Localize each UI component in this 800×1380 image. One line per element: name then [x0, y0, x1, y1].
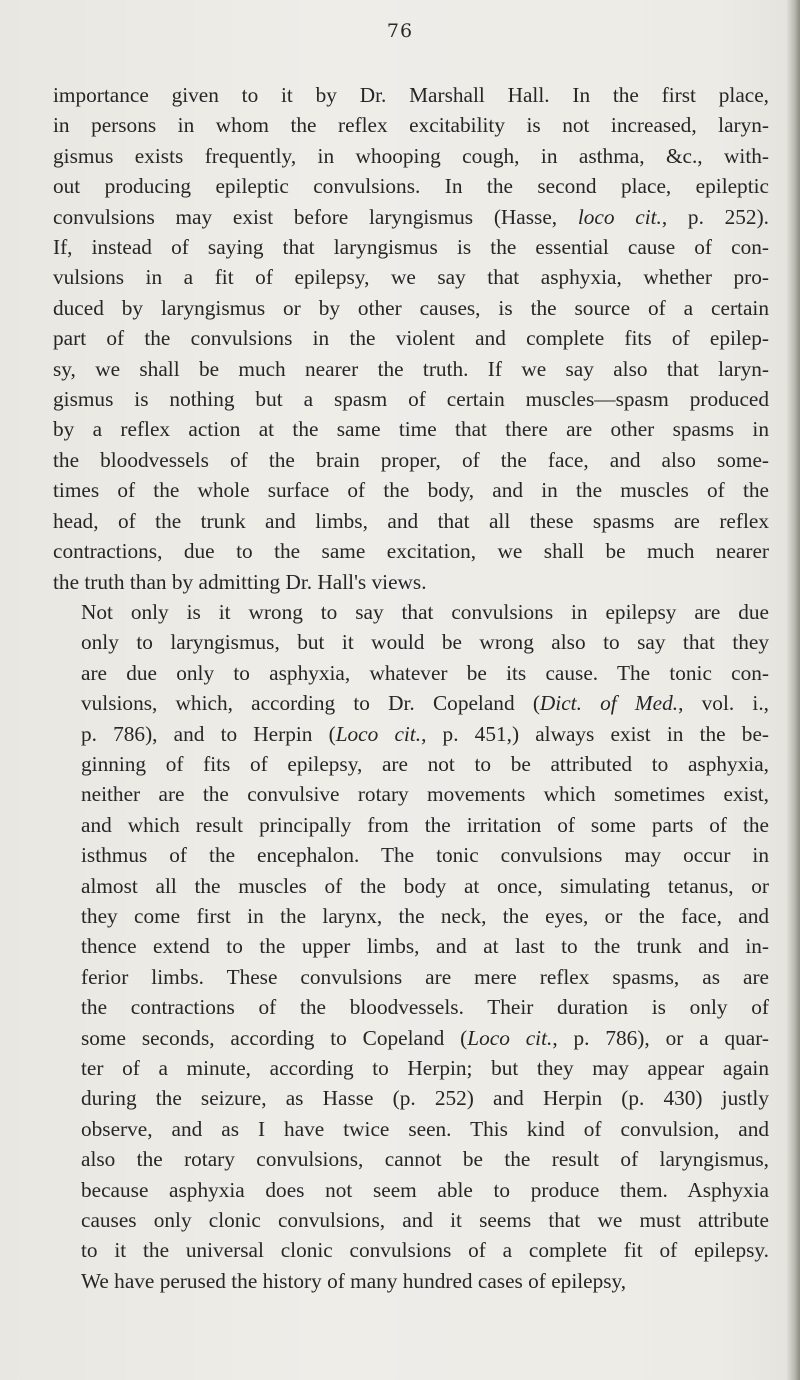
- text-line: p. 786), and to Herpin (Loco cit., p. 451,) always exist in the be-: [81, 721, 769, 746]
- text-line: and which result principally from the irritation of some parts of the: [81, 812, 769, 837]
- text-line: in persons in whom the reflex excitability is not increased, laryn-: [53, 113, 769, 138]
- text-line: If, instead of saying that laryngismus is the essential cause of con-: [53, 235, 769, 260]
- text-line: during the seizure, as Hasse (p. 252) and Herpin (p. 430) justly: [81, 1086, 769, 1111]
- text-line: vulsions in a fit of epilepsy, we say that asphyxia, whether pro-: [53, 265, 769, 290]
- text-line: almost all the muscles of the body at once, simulating tetanus, or: [81, 873, 769, 898]
- text-line: they come first in the larynx, the neck, the eyes, or the face, and: [81, 903, 769, 928]
- text-line: duced by laryngismus or by other causes, is the source of a certain: [53, 295, 769, 320]
- text-line: to it the universal clonic convulsions of a complete fit of epilepsy.: [81, 1238, 769, 1263]
- text-line: gismus is nothing but a spasm of certain muscles—spasm produced: [53, 387, 769, 412]
- text-line: ter of a minute, according to Herpin; but they may appear again: [81, 1056, 769, 1080]
- text-line: ferior limbs. These convulsions are mere reflex spasms, as are: [81, 964, 769, 989]
- text-line: ginning of fits of epilepsy, are not to be attributed to asphyxia,: [81, 751, 769, 776]
- text-line: Not only is it wrong to say that convulsions in epilepsy are due: [81, 599, 769, 624]
- paragraph-2: [53, 597, 769, 1296]
- text-line: also the rotary convulsions, cannot be the result of laryngismus,: [81, 1147, 769, 1172]
- text-line: isthmus of the encephalon. The tonic convulsions may occur in: [81, 843, 769, 868]
- page-edge-shadow: [786, 0, 800, 1380]
- text-line: some seconds, according to Copeland (Loco cit., p. 786), or a quar-: [81, 1025, 769, 1050]
- text-line: by a reflex action at the same time that there are other spasms in: [53, 417, 769, 442]
- body-text: [53, 80, 769, 1296]
- text-line: the contractions of the bloodvessels. Their duration is only of: [81, 995, 769, 1020]
- text-line: neither are the convulsive rotary movements which sometimes exist,: [81, 782, 769, 807]
- text-line: vulsions, which, according to Dr. Copeland (Dict. of Med., vol. i.,: [81, 691, 769, 716]
- text-line: because asphyxia does not seem able to produce them. Asphyxia: [81, 1177, 769, 1202]
- text-line: the truth than by admitting Dr. Hall's views.: [53, 569, 427, 594]
- text-line: convulsions may exist before laryngismus (Hasse, loco cit., p. 252).: [53, 204, 769, 229]
- text-line: the bloodvessels of the brain proper, of the face, and also some-: [53, 447, 769, 472]
- text-line: contractions, due to the same excitation, we shall be much nearer: [53, 539, 769, 564]
- text-line: head, of the trunk and limbs, and that all these spasms are reflex: [53, 508, 769, 533]
- text-line: only to laryngismus, but it would be wrong also to say that they: [81, 630, 769, 655]
- text-line: thence extend to the upper limbs, and at last to the trunk and in-: [81, 934, 769, 959]
- text-line: gismus exists frequently, in whooping cough, in asthma, &c., with-: [53, 143, 769, 168]
- page-number: 76: [386, 20, 414, 42]
- text-line: importance given to it by Dr. Marshall Hall. In the first place,: [53, 83, 769, 107]
- text-line: out producing epileptic convulsions. In the second place, epileptic: [53, 174, 769, 199]
- paragraph-1: [53, 80, 769, 597]
- text-line: times of the whole surface of the body, and in the muscles of the: [53, 478, 769, 503]
- text-line: causes only clonic convulsions, and it seems that we must attribute: [81, 1208, 769, 1233]
- text-line: observe, and as I have twice seen. This kind of convulsion, and: [81, 1116, 769, 1141]
- text-line: sy, we shall be much nearer the truth. If we say also that laryn-: [53, 356, 769, 381]
- text-line: part of the convulsions in the violent and complete fits of epilep-: [53, 326, 769, 351]
- text-line: are due only to asphyxia, whatever be its cause. The tonic con-: [81, 660, 769, 685]
- text-line: We have perused the history of many hundred cases of epilepsy,: [81, 1268, 627, 1293]
